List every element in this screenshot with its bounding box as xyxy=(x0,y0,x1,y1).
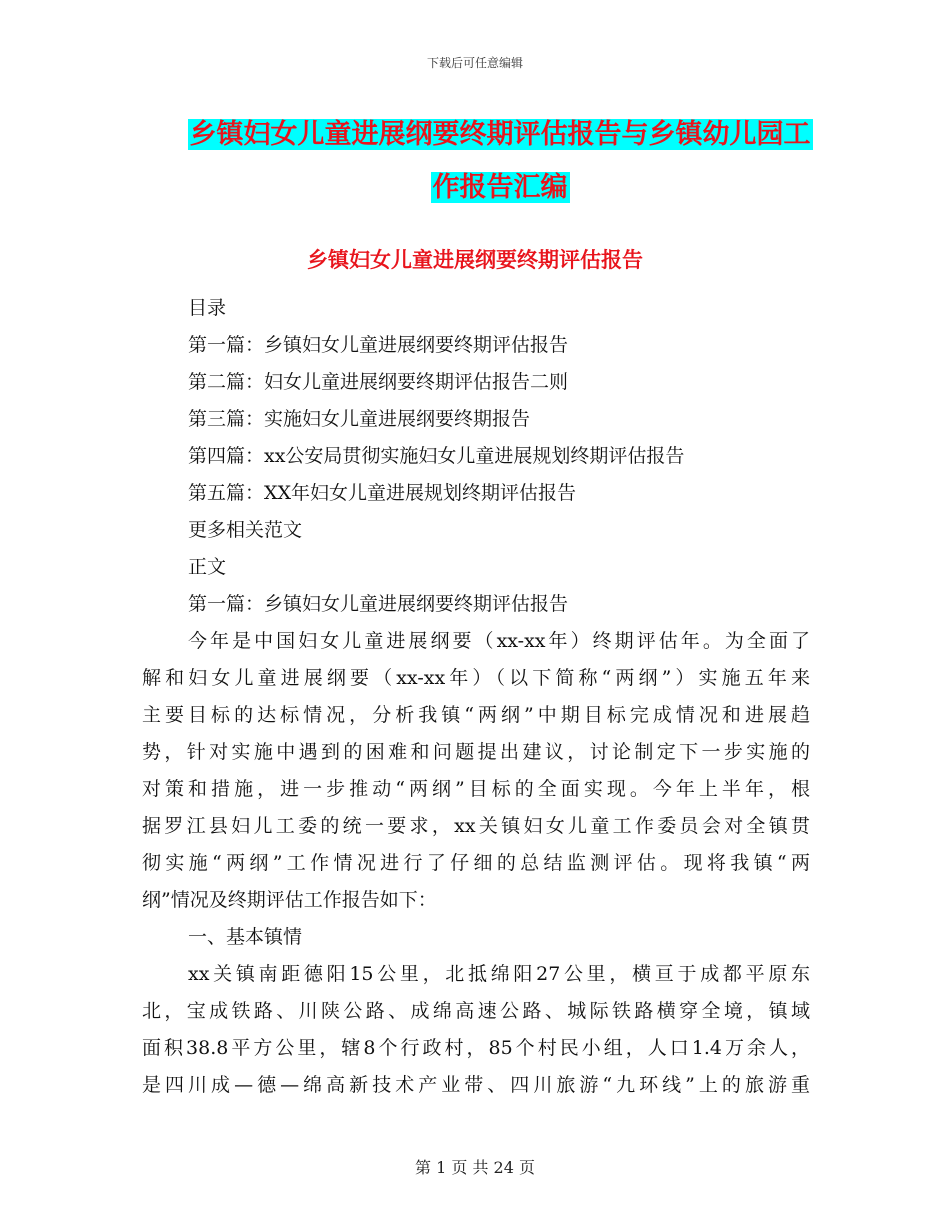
paragraph-2-line: 北，宝成铁路、川陕公路、成绵高速公路、城际铁路横穿全境，镇域 xyxy=(142,1000,810,1022)
toc-item-3: 第三篇：实施妇女儿童进展纲要终期报告 xyxy=(188,408,531,430)
paragraph-1-line: 主要目标的达标情况，分析我镇“两纲”中期目标完成情况和进展趋 xyxy=(142,704,810,726)
chapter-title: 第一篇：乡镇妇女儿童进展纲要终期评估报告 xyxy=(188,593,569,615)
toc-item-1: 第一篇：乡镇妇女儿童进展纲要终期评估报告 xyxy=(188,334,569,356)
toc-item-5: 第五篇：XX年妇女儿童进展规划终期评估报告 xyxy=(188,482,577,504)
main-title-line-1: 乡镇妇女儿童进展纲要终期评估报告与乡镇幼儿园工 xyxy=(189,119,811,150)
paragraph-1-line: 今年是中国妇女儿童进展纲要（xx-xx年）终期评估年。为全面了 xyxy=(188,630,810,652)
paragraph-1-line: 势，针对实施中遇到的困难和问题提出建议，讨论制定下一步实施的 xyxy=(142,741,810,763)
paragraph-1-line: 彻实施“两纲”工作情况进行了仔细的总结监测评估。现将我镇“两 xyxy=(142,852,810,874)
section-1-title: 一、基本镇情 xyxy=(188,926,303,948)
toc-item-2: 第二篇：妇女儿童进展纲要终期评估报告二则 xyxy=(188,371,569,393)
toc-more-link: 更多相关范文 xyxy=(188,519,303,541)
main-title xyxy=(180,108,820,214)
body-text xyxy=(142,290,810,1104)
paragraph-2-line: 面积38.8平方公里，辖8个行政村，85个村民小组，人口1.4万余人， xyxy=(142,1037,810,1059)
sub-title: 乡镇妇女儿童进展纲要终期评估报告 xyxy=(307,248,643,272)
main-title-line-2: 作报告汇编 xyxy=(432,172,568,203)
toc-heading: 目录 xyxy=(188,297,227,319)
paragraph-1-line: 据罗江县妇儿工委的统一要求，xx关镇妇女儿童工作委员会对全镇贯 xyxy=(142,815,810,837)
paragraph-2-line: xx关镇南距德阳15公里，北抵绵阳27公里，横亘于成都平原东 xyxy=(188,963,810,985)
header-note: 下载后可任意编辑 xyxy=(426,56,523,70)
toc-item-4: 第四篇：xx公安局贯彻实施妇女儿童进展规划终期评估报告 xyxy=(188,445,685,467)
paragraph-2-line: 是四川成—德—绵高新技术产业带、四川旅游“九环线”上的旅游重 xyxy=(142,1074,810,1096)
paragraph-1-line: 纲”情况及终期评估工作报告如下： xyxy=(142,889,437,911)
zhengwen-label: 正文 xyxy=(188,556,227,578)
paragraph-1-line: 解和妇女儿童进展纲要（xx-xx年）（以下简称“两纲”）实施五年来 xyxy=(142,667,810,689)
page-footer: 第 1 页 共 24 页 xyxy=(415,1158,535,1177)
paragraph-1-line: 对策和措施，进一步推动“两纲”目标的全面实现。今年上半年，根 xyxy=(142,778,810,800)
